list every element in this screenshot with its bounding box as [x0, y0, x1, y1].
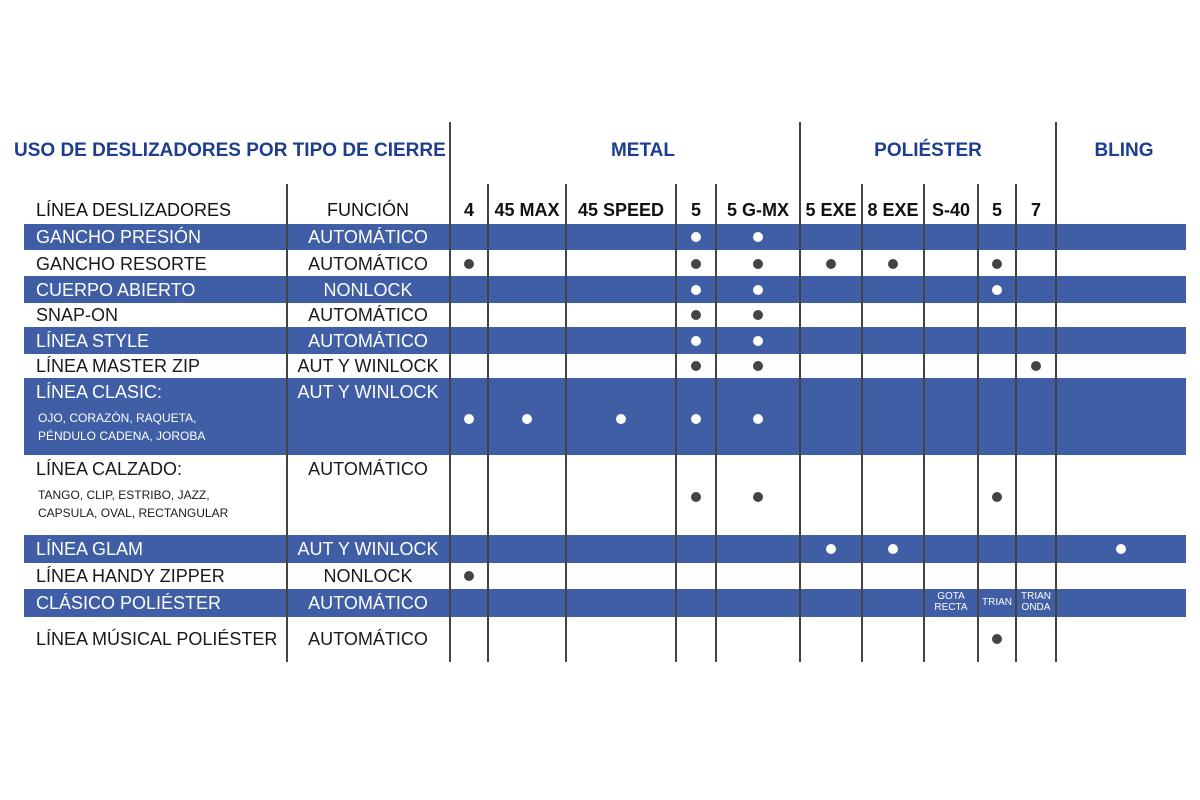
cell-note-line: GOTA	[937, 591, 965, 602]
usage-dot	[522, 414, 532, 424]
column-header: 8 EXE	[867, 200, 919, 220]
usage-dot	[753, 492, 763, 502]
usage-dot	[753, 310, 763, 320]
row-function: AUT Y WINLOCK	[297, 539, 439, 559]
row-label: SNAP-ON	[36, 305, 119, 325]
column-header: 5 G-MX	[726, 200, 789, 220]
usage-dot	[753, 361, 763, 371]
header-linea: LÍNEA DESLIZADORES	[36, 200, 232, 220]
row-label: CLÁSICO POLIÉSTER	[36, 593, 222, 613]
row-sublabel: CAPSULA, OVAL, RECTANGULAR	[38, 506, 229, 520]
row-function: AUTOMÁTICO	[308, 253, 428, 274]
cell-note	[978, 597, 1016, 608]
row-sublabel: TANGO, CLIP, ESTRIBO, JAZZ,	[38, 488, 210, 502]
column-divider	[487, 184, 489, 662]
row-sublabel: PÉNDULO CADENA, JOROBA	[38, 429, 206, 443]
cell-note	[1016, 591, 1056, 613]
column-divider	[565, 184, 567, 662]
cell-note-line: ONDA	[1021, 602, 1051, 613]
row-label: LÍNEA GLAM	[36, 539, 144, 559]
row-function: AUT Y WINLOCK	[297, 356, 439, 376]
usage-dot	[992, 634, 1002, 644]
column-divider	[977, 184, 979, 662]
usage-dot	[753, 232, 763, 242]
usage-dot	[888, 259, 898, 269]
usage-dot	[753, 336, 763, 346]
usage-dot	[691, 310, 701, 320]
group-metal: METAL	[610, 140, 676, 161]
column-header: 4	[463, 200, 474, 220]
column-header: 5 EXE	[805, 200, 857, 220]
row-function: AUTOMÁTICO	[308, 305, 428, 325]
column-header	[1056, 198, 1186, 222]
row-label: LÍNEA CALZADO:	[36, 459, 183, 479]
column-header: 45 SPEED	[577, 200, 665, 220]
usage-dot	[691, 361, 701, 371]
row-label: LÍNEA STYLE	[36, 330, 150, 351]
usage-dot	[826, 544, 836, 554]
row-label: GANCHO RESORTE	[36, 253, 207, 274]
usage-dot	[888, 544, 898, 554]
usage-dot	[691, 285, 701, 295]
row-function: AUTOMÁTICO	[308, 629, 428, 649]
row-function: NONLOCK	[323, 566, 413, 586]
row-band	[24, 276, 1186, 303]
usage-dot	[691, 232, 701, 242]
usage-dot	[464, 259, 474, 269]
usage-dot	[1031, 361, 1041, 371]
usage-dot	[691, 259, 701, 269]
row-function: AUTOMÁTICO	[308, 459, 428, 479]
row-label: CUERPO ABIERTO	[36, 279, 196, 300]
header-funcion: FUNCIÓN	[327, 200, 409, 220]
usage-dot	[464, 414, 474, 424]
column-header: 45 MAX	[494, 200, 560, 220]
row-label: LÍNEA HANDY ZIPPER	[36, 566, 225, 586]
column-divider	[1015, 184, 1017, 662]
usage-dot	[753, 414, 763, 424]
row-function: AUTOMÁTICO	[308, 330, 428, 351]
usage-dot	[691, 492, 701, 502]
row-label: LÍNEA CLASIC:	[36, 382, 163, 402]
usage-dot	[1116, 544, 1126, 554]
column-header: 5	[991, 200, 1002, 220]
column-divider	[923, 184, 925, 662]
column-header: 7	[1030, 200, 1041, 220]
usage-dot	[753, 259, 763, 269]
column-divider	[715, 184, 717, 662]
row-sublabel: OJO, CORAZÓN, RAQUETA,	[38, 411, 197, 425]
column-divider	[861, 184, 863, 662]
column-divider	[1055, 122, 1057, 662]
column-header: S-40	[931, 200, 971, 220]
page-title: USO DE DESLIZADORES POR TIPO DE CIERRE	[14, 140, 446, 161]
row-function: AUTOMÁTICO	[308, 593, 428, 613]
row-function: AUTOMÁTICO	[308, 227, 428, 247]
column-divider	[799, 122, 801, 662]
usage-dot	[616, 414, 626, 424]
cell-note-line: RECTA	[934, 602, 968, 613]
row-label: GANCHO PRESIÓN	[36, 227, 202, 247]
cell-note	[924, 591, 978, 613]
usage-dot	[992, 259, 1002, 269]
column-header: 5	[690, 200, 701, 220]
column-divider	[286, 184, 288, 662]
group-poliester: POLIÉSTER	[874, 140, 982, 161]
usage-dot	[691, 414, 701, 424]
column-divider	[449, 122, 451, 662]
cell-note-line: TRIAN	[1021, 591, 1051, 602]
column-divider	[675, 184, 677, 662]
usage-dot	[992, 285, 1002, 295]
usage-dot	[464, 571, 474, 581]
usage-dot	[691, 336, 701, 346]
row-label: LÍNEA MÚSICAL POLIÉSTER	[36, 629, 278, 649]
usage-dot	[826, 259, 836, 269]
cell-note-line: TRIAN	[982, 597, 1012, 608]
row-label: LÍNEA MASTER ZIP	[36, 356, 201, 376]
row-function: AUT Y WINLOCK	[297, 382, 439, 402]
row-function: NONLOCK	[323, 279, 413, 300]
row-band	[24, 327, 1186, 354]
usage-dot	[992, 492, 1002, 502]
usage-dot	[753, 285, 763, 295]
group-bling: BLING	[1094, 140, 1154, 161]
row-band	[24, 535, 1186, 563]
